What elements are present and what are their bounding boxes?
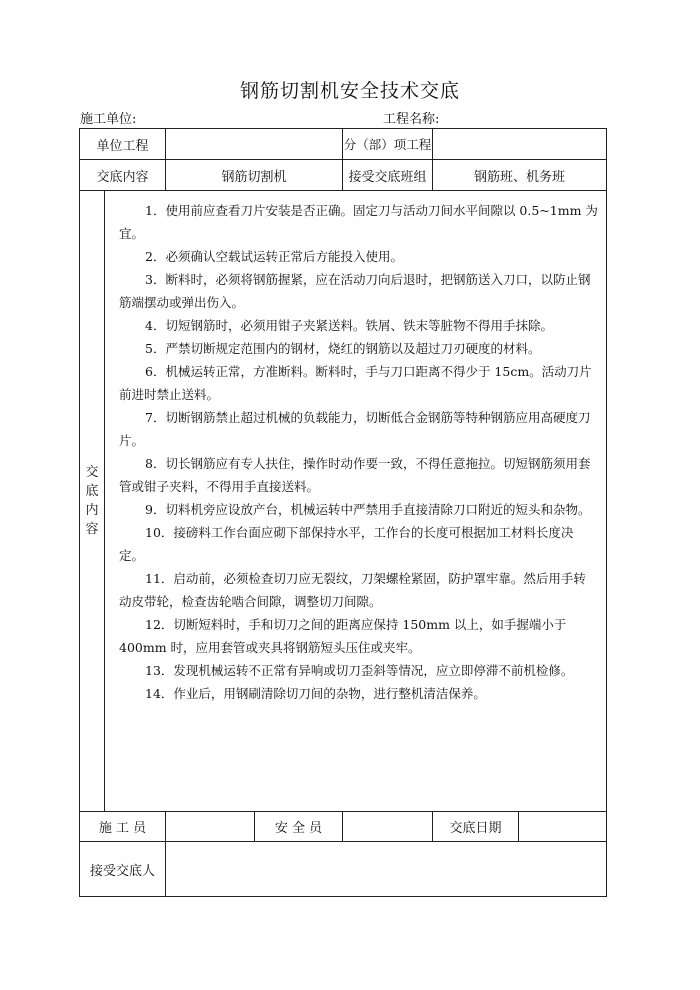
receiver-label: 接受交底人 xyxy=(80,842,166,897)
content-label: 交底内容 xyxy=(80,160,166,191)
unit-project-label: 单位工程 xyxy=(80,129,166,160)
safety-officer-value xyxy=(343,812,433,842)
document-title: 钢筋切割机安全技术交底 xyxy=(239,80,460,102)
side-label xyxy=(85,463,99,539)
sub-project-label: 分（部）项工程 xyxy=(343,129,433,160)
list-item: 13．发现机械运转不正常有异响或切刀歪斜等情况，应立即停滞不前机检修。 xyxy=(145,663,574,678)
table-row xyxy=(80,842,607,897)
table-row xyxy=(80,812,607,842)
list-item: 9．切料机旁应设放产台，机械运转中严禁用手直接清除刀口附近的短头和杂物。 xyxy=(145,502,591,517)
sub-project-value xyxy=(433,129,607,160)
receiving-team-value: 钢筋班、机务班 xyxy=(433,160,607,191)
list-item: 11．启动前，必须检查切刀应无裂纹，刀架螺栓紧固，防护罩牢靠。然后用手转动皮带轮，检查齿轮啮合间隙，调整切刀间隙。 xyxy=(119,571,586,609)
content-value: 钢筋切割机 xyxy=(166,160,343,191)
side-label-char: 内 xyxy=(85,503,99,518)
list-item: 12．切断短料时，手和切刀之间的距离应保持 150mm 以上，如手握端小于 400mm 时，应用套管或夹具将钢筋短头压住或夹牢。 xyxy=(119,617,567,655)
side-label-cell xyxy=(80,191,105,812)
disclosure-table xyxy=(79,128,607,897)
constructor-value xyxy=(166,812,255,842)
list-item: 4．切短钢筋时，必须用钳子夹紧送料。铁屑、铁末等脏物不得用手抹除。 xyxy=(145,318,553,333)
list-item: 8．切长钢筋应有专人扶住，操作时动作要一致，不得任意拖拉。切短钢筋须用套管或钳子夹料，不得用手直接送料。 xyxy=(119,456,591,494)
side-label-char: 底 xyxy=(85,484,99,499)
list-item: 14．作业后，用钢刷清除切刀间的杂物，进行整机清洁保养。 xyxy=(145,686,486,701)
disclosure-content xyxy=(105,191,607,812)
safety-officer-label: 安 全 员 xyxy=(255,812,343,842)
side-label-char: 交 xyxy=(85,465,99,480)
list-item: 2．必须确认空载试运转正常后方能投入使用。 xyxy=(145,249,403,264)
date-label: 交底日期 xyxy=(433,812,519,842)
table-row xyxy=(80,191,607,812)
list-item: 5．严禁切断规定范围内的钢材，烧红的钢筋以及超过刀刃硬度的材料。 xyxy=(145,341,541,356)
unit-project-value xyxy=(166,129,343,160)
table-row xyxy=(80,129,607,160)
list-item: 6．机械运转正常，方准断料。断料时，手与刀口距离不得少于 15cm。活动刀片前进时禁止送料。 xyxy=(119,364,592,402)
side-label-char: 容 xyxy=(85,522,99,537)
project-name-label: 工程名称: xyxy=(383,112,440,127)
list-item: 7．切断钢筋禁止超过机械的负载能力，切断低合金钢筋等特种钢筋应用高硬度刀片。 xyxy=(119,410,591,448)
constructor-label: 施 工 员 xyxy=(80,812,166,842)
list-item: 3．断料时，必须将钢筋握紧，应在活动刀向后退时，把钢筋送入刀口，以防止钢筋端摆动或弹出伤入。 xyxy=(119,272,591,310)
date-value xyxy=(519,812,607,842)
construction-unit-label: 施工单位: xyxy=(80,112,137,127)
list-item: 10．接磅料工作台面应砌下部保持水平，工作台的长度可根据加工材料长度决定。 xyxy=(119,525,574,563)
table-row xyxy=(80,160,607,191)
receiver-value xyxy=(166,842,607,897)
receiving-team-label: 接受交底班组 xyxy=(343,160,433,191)
list-item: 1．使用前应查看刀片安装是否正确。固定刀与活动刀间水平间隙以 0.5~1mm 为宜。 xyxy=(119,203,598,241)
